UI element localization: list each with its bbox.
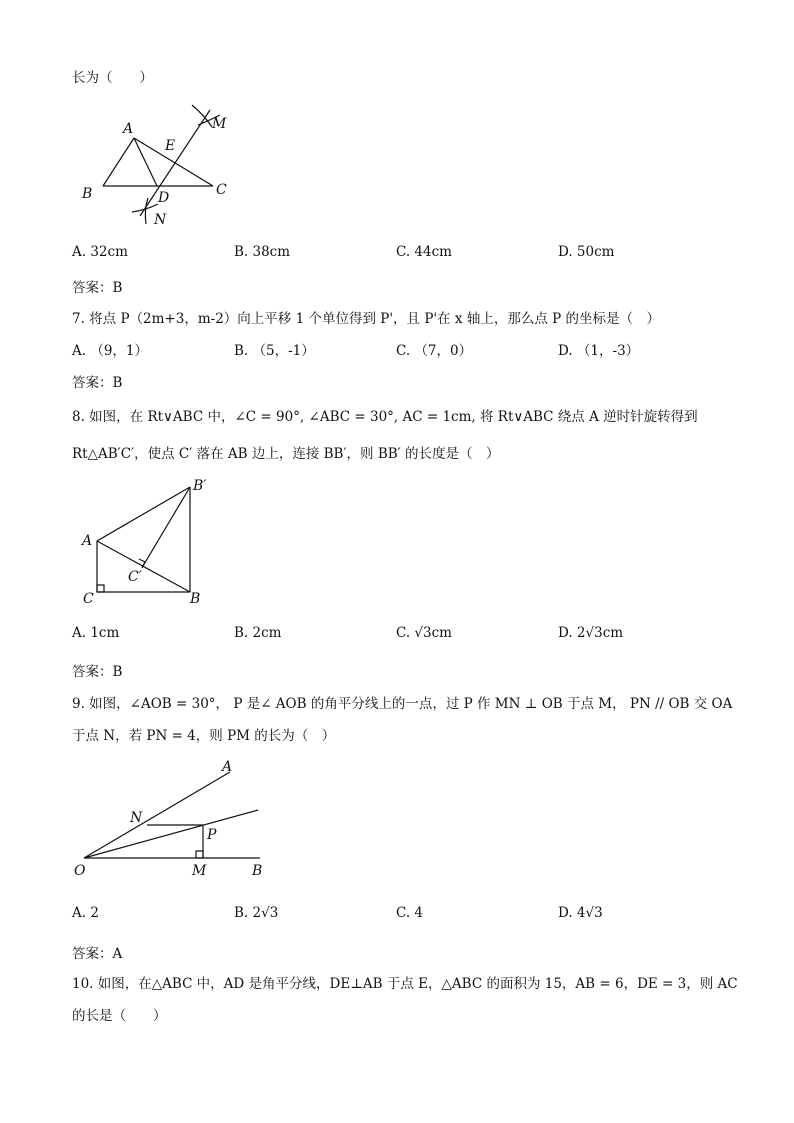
q6-text-tail: 长为（ ） — [72, 70, 153, 86]
svg-text:B: B — [252, 863, 263, 879]
svg-text:B′: B′ — [193, 478, 207, 494]
q7-option-d[interactable]: D. （1，-3） — [558, 343, 640, 359]
svg-text:C′: C′ — [128, 569, 142, 585]
svg-text:B: B — [82, 186, 93, 202]
svg-text:N: N — [130, 810, 143, 826]
q8-text-line1: 8. 如图，在 Rt∨ABC 中，∠C = 90°, ∠ABC = 30°, AC = 1cm, 将 Rt∨ABC 绕点 A 逆时针旋转得到 — [72, 409, 698, 425]
svg-text:A: A — [123, 121, 134, 137]
q7-text: 7. 将点 P（2m+3，m-2）向上平移 1 个单位得到 P'，且 P'在 x 轴上，那么点 P 的坐标是（ ） — [72, 311, 660, 327]
svg-text:M: M — [212, 116, 227, 132]
q9-option-c[interactable]: C. 4 — [396, 905, 424, 921]
q9-text-line1: 9. 如图，∠AOB = 30°， P 是∠ AOB 的角平分线上的一点，过 P 作 MN ⊥ OB 于点 M， PN // OB 交 OA — [72, 696, 733, 712]
q6-option-c[interactable]: C. 44cm — [396, 244, 452, 260]
svg-text:A: A — [222, 759, 233, 775]
svg-text:C: C — [83, 591, 94, 607]
q9-option-b[interactable]: B. 2√3 — [234, 905, 279, 921]
q8-text-line2: Rt△AB′C′，使点 C′ 落在 AB 边上，连接 BB′，则 BB′ 的长度是（ ） — [72, 446, 500, 462]
q6-answer: 答案：B — [72, 280, 123, 296]
q10-text-line2: 的长是（ ） — [72, 1008, 167, 1024]
q6-option-d[interactable]: D. 50cm — [558, 244, 615, 260]
q6-option-b[interactable]: B. 38cm — [234, 244, 291, 260]
q7-option-b[interactable]: B. （5，-1） — [234, 343, 315, 359]
q8-option-b[interactable]: B. 2cm — [234, 625, 282, 641]
svg-text:D: D — [158, 190, 170, 206]
q10-text-line1: 10. 如图，在△ABC 中，AD 是角平分线，DE⊥AB 于点 E，△ABC 的面积为 15，AB = 6，DE = 3，则 AC — [72, 976, 738, 992]
q9-text-line2: 于点 N，若 PN = 4，则 PM 的长为（ ） — [72, 728, 336, 744]
q9-option-a[interactable]: A. 2 — [72, 905, 99, 921]
q8-option-a[interactable]: A. 1cm — [72, 625, 120, 641]
q7-option-a[interactable]: A. （9，1） — [72, 343, 149, 359]
q6-figure — [70, 98, 250, 233]
q8-option-d[interactable]: D. 2√3cm — [558, 625, 624, 641]
q8-option-c[interactable]: C. √3cm — [396, 625, 452, 641]
q6-option-a[interactable]: A. 32cm — [72, 244, 128, 260]
q9-answer: 答案：A — [72, 946, 123, 962]
svg-text:C: C — [216, 182, 227, 198]
q8-answer: 答案：B — [72, 664, 123, 680]
svg-text:O: O — [74, 863, 86, 879]
q7-answer: 答案：B — [72, 375, 123, 391]
svg-text:M: M — [192, 863, 207, 879]
q9-option-d[interactable]: D. 4√3 — [558, 905, 603, 921]
q8-figure — [70, 475, 220, 610]
q7-option-c[interactable]: C. （7，0） — [396, 343, 473, 359]
svg-text:B: B — [190, 591, 201, 607]
q9-figure — [70, 755, 280, 885]
svg-text:A: A — [82, 533, 93, 549]
svg-text:E: E — [165, 138, 176, 154]
svg-text:P: P — [207, 827, 217, 843]
svg-text:N: N — [154, 212, 167, 228]
